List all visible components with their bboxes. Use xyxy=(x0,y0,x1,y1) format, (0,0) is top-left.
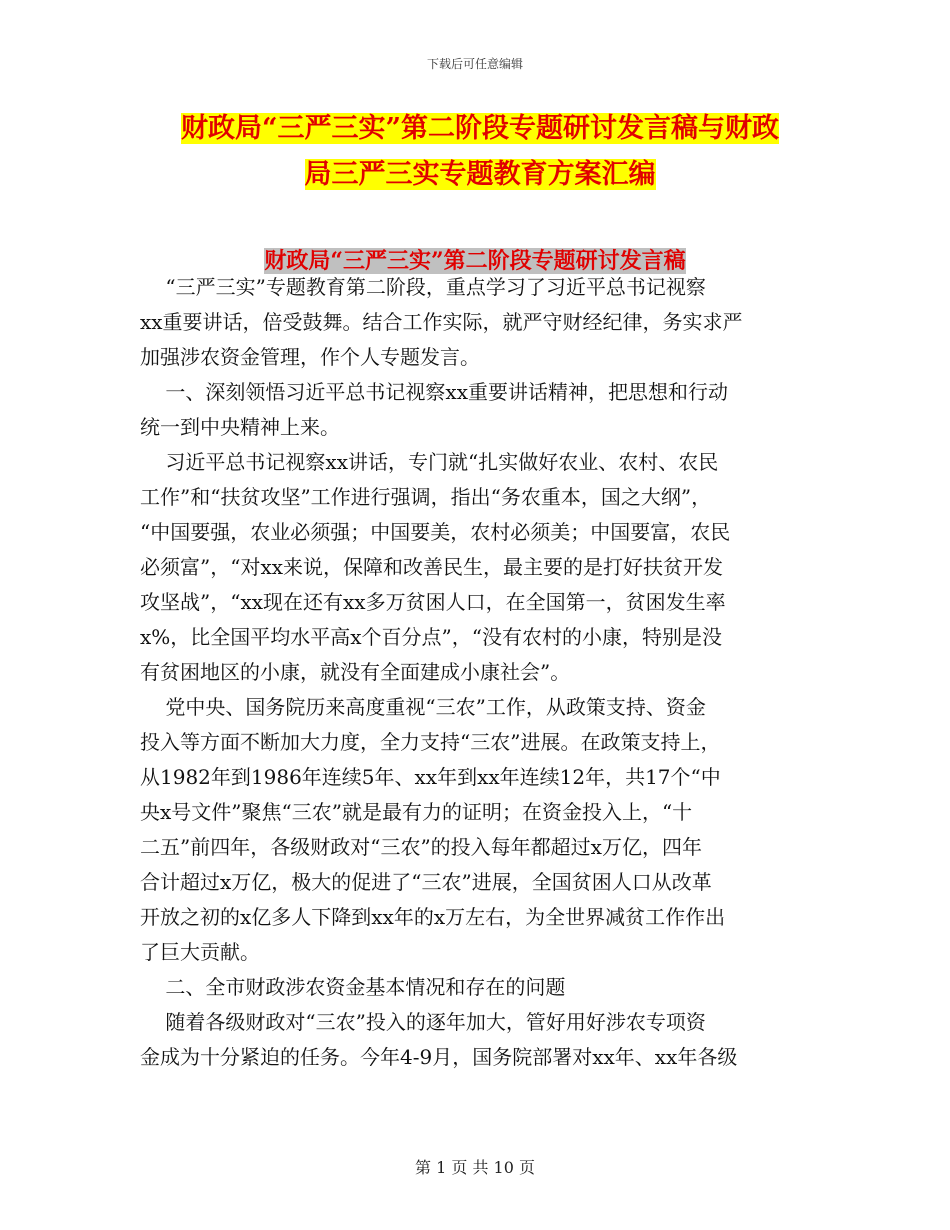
body-line: 二五”前四年，各级财政对“三农”的投入每年都超过x万亿，四年 xyxy=(140,835,702,859)
body-line: 党中央、国务院历来高度重视“三农”工作，从政策支持、资金 xyxy=(140,695,706,719)
body-line: “三严三实”专题教育第二阶段，重点学习了习近平总书记视察 xyxy=(140,275,706,299)
body-line: 二、全市财政涉农资金基本情况和存在的问题 xyxy=(140,975,566,999)
section-title: 财政局“三严三实”第二阶段专题研讨发言稿 xyxy=(264,248,686,274)
document-body xyxy=(140,270,810,1075)
body-line: 投入等方面不断加大力度，全力支持“三农”进展。在政策支持上， xyxy=(140,730,721,754)
main-title-line-1: 财政局“三严三实”第二阶段专题研讨发言稿与财政 xyxy=(180,113,780,144)
body-line: xx重要讲话，倍受鼓舞。结合工作实际，就严守财经纪律，务实求严 xyxy=(140,310,743,334)
main-title-line-2: 局三严三实专题教育方案汇编 xyxy=(304,159,656,190)
body-line: 金成为十分紧迫的任务。今年4-9月，国务院部署对xx年、xx年各级 xyxy=(140,1045,738,1069)
body-line: 随着各级财政对“三农”投入的逐年加大，管好用好涉农专项资 xyxy=(140,1010,706,1034)
header-note: 下载后可任意编辑 xyxy=(426,57,523,71)
body-line: 从1982年到1986年连续5年、xx年到xx年连续12年，共17个“中 xyxy=(140,765,721,789)
body-line: 统一到中央精神上来。 xyxy=(140,415,340,439)
body-line: 一、深刻领悟习近平总书记视察xx重要讲话精神，把思想和行动 xyxy=(140,380,728,404)
body-line: 了巨大贡献。 xyxy=(140,940,260,964)
body-line: 央x号文件”聚焦“三农”就是最有力的证明；在资金投入上，“十 xyxy=(140,800,693,824)
body-line: x%，比全国平均水平高x个百分点”，“没有农村的小康，特别是没 xyxy=(140,625,723,649)
body-line: 合计超过x万亿，极大的促进了“三农”进展，全国贫困人口从改革 xyxy=(140,870,712,894)
page-footer: 第 1 页 共 10 页 xyxy=(415,1158,535,1177)
body-line: 工作”和“扶贫攻坚”工作进行强调，指出“务农重本，国之大纲”， xyxy=(140,485,712,509)
body-line: 习近平总书记视察xx讲话，专门就“扎实做好农业、农村、农民 xyxy=(140,450,719,474)
body-line: 加强涉农资金管理，作个人专题发言。 xyxy=(140,345,480,369)
body-line: “中国要强，农业必须强；中国要美，农村必须美；中国要富，农民 xyxy=(140,520,731,544)
body-line: 有贫困地区的小康，就没有全面建成小康社会”。 xyxy=(140,660,571,684)
body-line: 攻坚战”，“xx现在还有xx多万贫困人口，在全国第一，贫困发生率 xyxy=(140,590,726,614)
body-line: 开放之初的x亿多人下降到xx年的x万左右，为全世界减贫工作作出 xyxy=(140,905,726,929)
body-line: 必须富”，“对xx来说，保障和改善民生，最主要的是打好扶贫开发 xyxy=(140,555,724,579)
